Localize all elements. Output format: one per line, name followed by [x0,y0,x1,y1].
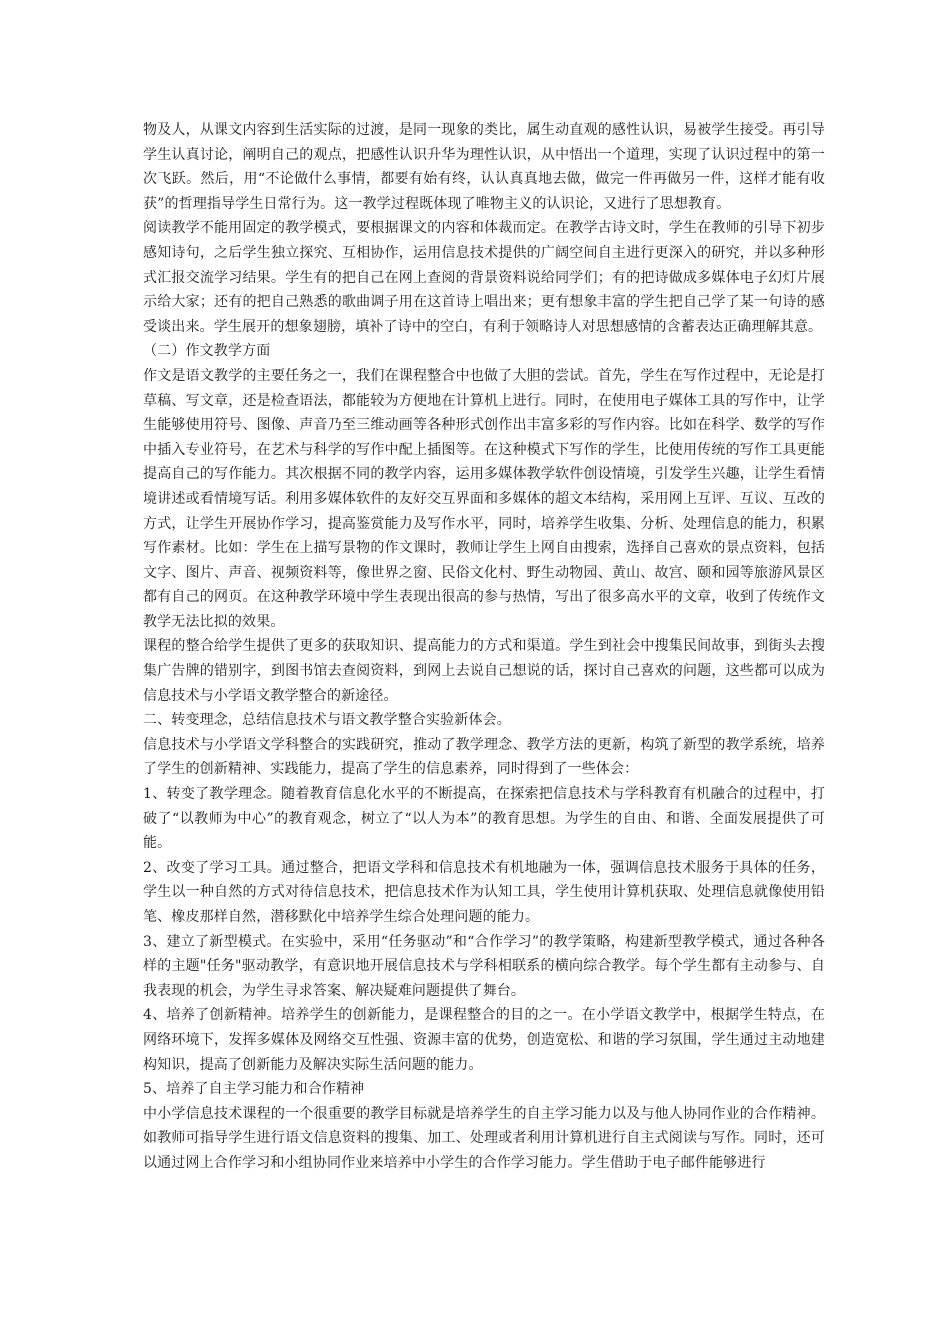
paragraph-composition-teaching: 作文是语文教学的主要任务之一，我们在课程整合中也做了大胆的尝试。首先，学生在写作过程中，无论是打草稿、写文章，还是检查语法，都能较为方便地在计算机上进行。同时，在使用电子媒体工具的写作中，让学生能够使用符号、图像、声音乃至三维动画等各种形式创作出丰富多彩的写作内容。比如在科学、数学的写作中插入专业符号，在艺术与科学的写作中配上插图等。在这种模式下写作的学生，比使用传统的写作工具更能提高自己的写作能力。其次根据不同的教学内容，运用多媒体教学软件创设情境，引发学生兴趣，让学生看情境讲述或看情境写话。利用多媒体软件的友好交互界面和多媒体的超文本结构，采用网上互评、互议、互改的方式，让学生开展协作学习，提高鉴赏能力及写作水平，同时，培养学生收集、分析、处理信息的能力，积累写作素材。比如：学生在上描写景物的作文课时，教师让学生上网自由搜索，选择自己喜欢的景点资料，包括文字、图片、声音、视频资料等，像世界之窗、民俗文化村、野生动物园、黄山、故宫、颐和园等旅游风景区都有自己的网页。在这种教学环境中学生表现出很高的参与热情，写出了很多高水平的文章，收到了传统作文教学无法比拟的效果。 [143,367,825,630]
document-body [143,118,825,1176]
list-item-new-model: 3、建立了新型模式。在实验中，采用“任务驱动”和“合作学习”的教学策略，构建新型教学模式，通过各种各样的主题"任务"驱动教学，有意识地开展信息技术与学科相联系的横向综合教学。每个学生都有主动参与、自我表现的机会，为学生寻求答案、解决疑难问题提供了舞台。 [143,933,825,999]
paragraph-reading-teaching: 阅读教学不能用固定的教学模式，要根据课文的内容和体裁而定。在教学古诗文时，学生在教师的引导下初步感知诗句，之后学生独立探究、互相协作，运用信息技术提供的广阔空间自主进行更深入的研究，并以多种形式汇报交流学习结果。学生有的把自己在网上查阅的背景资料说给同学们；有的把诗做成多媒体电子幻灯片展示给大家；还有的把自己熟悉的歌曲调子用在这首诗上唱出来；更有想象丰富的学生把自己学了某一句诗的感受谈出来。学生展开的想象翅膀，填补了诗中的空白，有利于领略诗人对思想感情的含蓄表达正确理解其意。 [143,220,825,335]
paragraph-practice-research: 信息技术与小学语文学科整合的实践研究，推动了教学理念、教学方法的更新，构筑了新型的教学系统，培养了学生的创新精神、实践能力，提高了学生的信息素养，同时得到了一些体会： [143,736,825,778]
section-heading-composition: （二）作文教学方面 [143,343,271,360]
paragraph-self-learning: 中小学信息技术课程的一个很重要的教学目标就是培养学生的自主学习能力以及与他人协同作业的合作精神。如教师可指导学生进行语文信息资料的搜集、加工、处理或者利用计算机进行自主式阅读与写作。同时，还可以通过网上合作学习和小组协同作业来培养中小学生的合作学习能力。学生借助于电子邮件能够进行 [143,1105,825,1171]
section-heading-new-insights: 二、转变理念，总结信息技术与语文教学整合实验新体会。 [143,712,511,729]
paragraph-intro-continuation: 物及人，从课文内容到生活实际的过渡，是同一现象的类比，属生动直观的感性认识，易被学生接受。再引导学生认真讨论，阐明自己的观点，把感性认识升华为理性认识，从中悟出一个道理，实现了认识过程中的第一次飞跃。然后，用“不论做什么事情，都要有始有终，认认真真地去做，做完一件再做另一件，这样才能有收获”的哲理指导学生日常行为。这一教学过程既体现了唯物主义的认识论，又进行了思想教育。 [143,122,825,212]
paragraph-curriculum-integration: 课程的整合给学生提供了更多的获取知识、提高能力的方式和渠道。学生到社会中搜集民间故事，到街头去搜集广告牌的错别字，到图书馆去查阅资料，到网上去说自己想说的话，探讨自己喜欢的问题，这些都可以成为信息技术与小学语文教学整合的新途径。 [143,638,825,704]
list-item-innovation: 4、培养了创新精神。培养学生的创新能力，是课程整合的目的之一。在小学语文教学中，根据学生特点，在网络环境下，发挥多媒体及网络交互性强、资源丰富的优势，创造宽松、和谐的学习氛围，学生通过主动地建构知识，提高了创新能力及解决实际生活问题的能力。 [143,1007,825,1073]
list-item-self-learning-heading: 5、培养了自主学习能力和合作精神 [143,1081,365,1098]
list-item-teaching-concept: 1、转变了教学理念。随着教育信息化水平的不断提高，在探索把信息技术与学科教育有机融合的过程中，打破了“以教师为中心”的教育观念，树立了“以人为本”的教育思想。为学生的自由、和谐、全面发展提供了可能。 [143,786,825,852]
list-item-learning-tools: 2、改变了学习工具。通过整合，把语文学科和信息技术有机地融为一体，强调信息技术服务于具体的任务，学生以一种自然的方式对待信息技术，把信息技术作为认知工具，学生使用计算机获取、处理信息就像使用铅笔、橡皮那样自然，潜移默化中培养学生综合处理问题的能力。 [143,859,825,925]
